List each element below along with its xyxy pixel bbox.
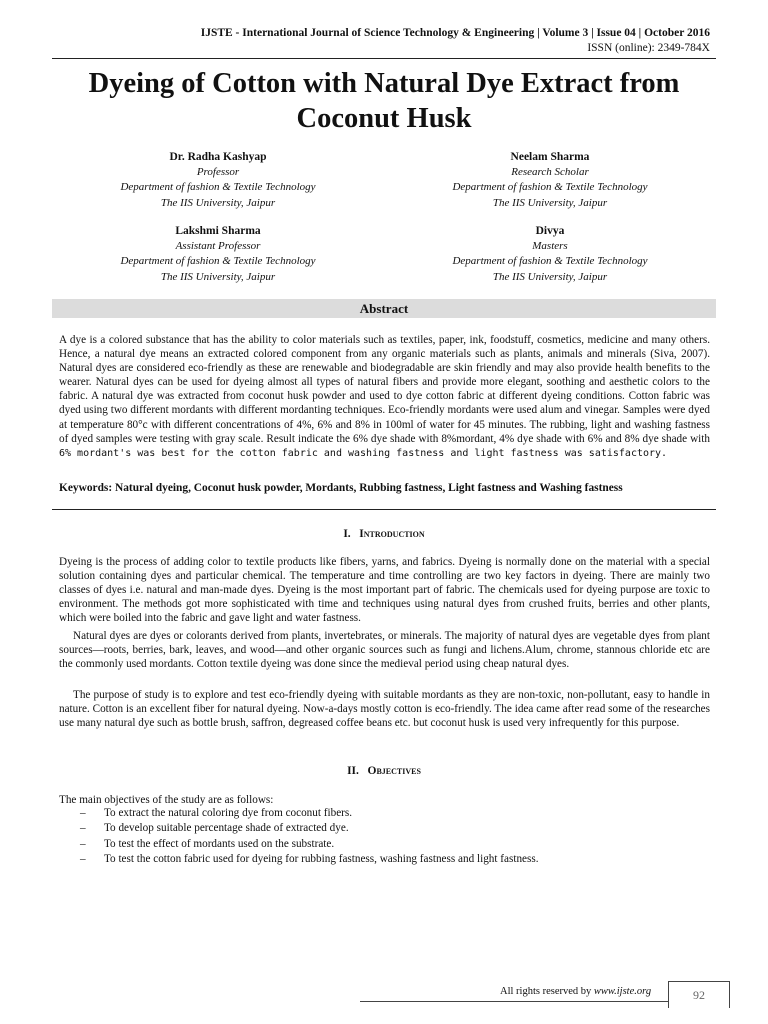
journal-header: IJSTE - International Journal of Science Technology & Engineering | Volume 3 | Issue 04 | October 2016	[200, 27, 710, 39]
title-line-2: Coconut Husk	[296, 103, 472, 134]
intro-paragraph-2: Natural dyes are dyes or colorants derived from plants, invertebrates, or minerals. The majority of natural dyes are vegetable dyes from plant sources—roots, berries, bark, leaves, and wood—and other organic sources such as fungi and lichens.Alum, chrome, stannous chloride etc are the commonly used mordants. Cotton textile dyeing was done since the medieval period using cheap natural dyes.	[59, 630, 710, 671]
footer-prefix: All rights reserved by	[500, 986, 594, 997]
abstract-last-line: 6% mordant's was best for the cotton fabric and washing fastness and light fastness was satisfactory.	[59, 447, 668, 459]
list-item	[80, 821, 700, 836]
abstract-text: A dye is a colored substance that has the ability to color materials such as textiles, paper, ink, foodstuff, cosmetics, medicine and many others. Hence, a natural dye means an extracted colored component from any organic materials such as plants, animals and minerals (Siva, 2007). Natural dyes are considered eco-friendly as these are renewable and biodegradable are skin friendly and may also provide health benefits to the wearer. Natural dyes can be used for dyeing almost all types of natural fibers and provide more elegant, soothing and aesthetic colors to the fabric. A natural dye was extracted from coconut husk powder and used to dye cotton fabric at different dyeing conditions. Cotton fabric was dyed using two different mordants with different mordanting techniques. Eco-friendly mordants were used alum and vinegar. Samples were dyed at temperature 80°c with different concentrations of 4%, 6% and 8% in 100ml of water for 45 minutes. The rubbing, light and washing fastness of dyed samples were testing with gray scale. Result indicate the 6% dye shade with 8%mordant, 4% dye shade with 6% and 8% dye shade with	[59, 334, 710, 445]
author-role: Assistant Professor	[175, 240, 261, 253]
author-univ: The IIS University, Jaipur	[492, 270, 608, 283]
dash-bullet: –	[80, 822, 86, 835]
page-number: 92	[668, 981, 730, 1008]
author-univ: The IIS University, Jaipur	[492, 196, 608, 209]
list-item	[80, 806, 700, 821]
dash-bullet: –	[80, 853, 86, 866]
list-item-text: To test the cotton fabric used for dyeing for rubbing fastness, washing fastness and light fastness.	[104, 853, 539, 866]
paper-title	[40, 66, 728, 136]
author-dept: Department of fashion & Textile Technology	[120, 181, 316, 194]
dash-bullet: –	[80, 807, 86, 819]
list-item	[80, 852, 700, 867]
abstract-body	[59, 333, 710, 461]
author-block-4	[385, 224, 715, 285]
issn-line: ISSN (online): 2349-784X	[587, 42, 710, 54]
header-rule	[52, 58, 716, 59]
abstract-heading: Abstract	[52, 299, 716, 318]
keywords: Keywords: Natural dyeing, Coconut husk powder, Mordants, Rubbing fastness, Light fastness and Washing fastness	[59, 482, 623, 494]
list-item-text: To extract the natural coloring dye from coconut fibers.	[104, 807, 353, 819]
section-title: Introduction	[359, 528, 425, 540]
author-name: Divya	[535, 225, 565, 237]
dash-bullet: –	[80, 837, 86, 850]
section-number: II.	[347, 765, 359, 777]
list-item	[80, 837, 700, 852]
objectives-lead: The main objectives of the study are as follows:	[59, 794, 274, 806]
footer-rights	[500, 986, 651, 997]
footer-site-link[interactable]: www.ijste.org	[593, 986, 652, 997]
author-dept: Department of fashion & Textile Technology	[452, 181, 648, 194]
section-divider	[52, 509, 716, 510]
author-univ: The IIS University, Jaipur	[160, 196, 276, 209]
intro-paragraph-1: Dyeing is the process of adding color to textile products like fibers, yarns, and fabrics. Dyeing is normally done on the material with a special solution containing dyes and particular chemical. The temperature and time controlling are two key factors in dyeing. There are mainly two classes of dyes i.e. natural and man-made dyes. Dyeing is the most important part of fabric. The chemicals used for dyeing purpose are toxic to environment. The methods got more sophisticated with time and techniques using natural dyes from crushed fruits, berries and other plants, which were boiled into the fabric and gave light and water fastness.	[59, 556, 710, 625]
author-block-2	[385, 150, 715, 211]
title-line-1: Dyeing of Cotton with Natural Dye Extract from	[88, 68, 680, 99]
list-item-text: To test the effect of mordants used on the substrate.	[104, 837, 335, 850]
author-role: Professor	[196, 166, 240, 179]
objectives-list	[80, 806, 700, 868]
author-name: Lakshmi Sharma	[175, 225, 261, 237]
author-block-1	[53, 150, 383, 211]
author-block-3	[53, 224, 383, 285]
author-role: Research Scholar	[511, 166, 589, 179]
author-dept: Department of fashion & Textile Technology	[452, 255, 648, 268]
author-dept: Department of fashion & Textile Technology	[120, 255, 316, 268]
author-name: Neelam Sharma	[510, 151, 590, 163]
author-role: Masters	[532, 240, 568, 253]
section-heading-introduction	[0, 528, 768, 540]
section-number: I.	[343, 528, 351, 540]
author-name: Dr. Radha Kashyap	[169, 151, 267, 163]
section-heading-objectives	[0, 765, 768, 777]
author-univ: The IIS University, Jaipur	[160, 270, 276, 283]
footer-rule	[360, 1001, 668, 1002]
section-title: Objectives	[367, 765, 421, 777]
intro-paragraph-3: The purpose of study is to explore and test eco-friendly dyeing with suitable mordants as they are non-toxic, non-pollutant, easy to handle in nature. Cotton is an excellent fiber for natural dyeing. Now-a-days mostly cotton is eco-friendly. The idea came after read some of the researches use many natural dye such as bottle brush, saffron, degreased coffee beans etc. but coconut husk is used very infrequently for this purpose.	[59, 689, 710, 730]
list-item-text: To develop suitable percentage shade of extracted dye.	[104, 822, 349, 835]
